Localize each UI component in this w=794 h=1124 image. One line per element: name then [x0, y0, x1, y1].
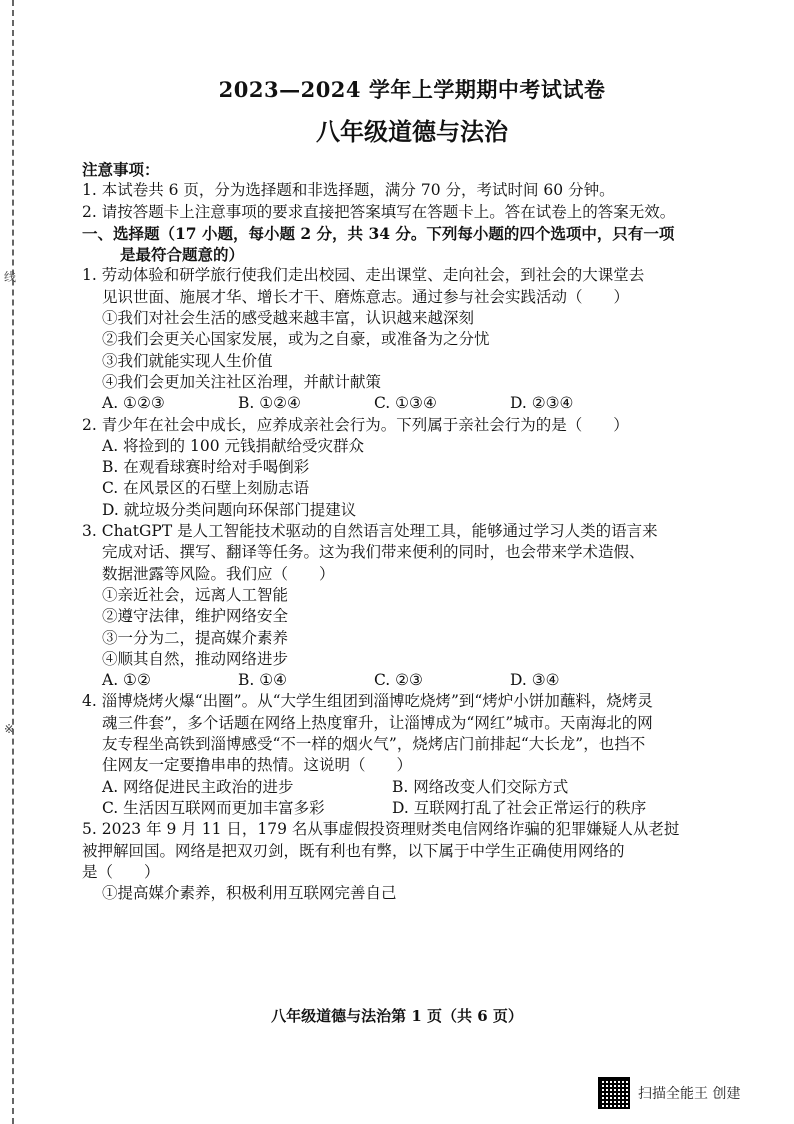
- section-heading: 一、选择题（17 小题，每小题 2 分，共 34 分。下列每小题的四个选项中，只有一项: [82, 223, 675, 243]
- question-stem: 2. 青少年在社会中成长，应养成亲社会行为。下列属于亲社会行为的是（ ）: [82, 415, 629, 434]
- question-1: [82, 265, 742, 414]
- question-stem: 5. 2023 年 9 月 11 日，179 名从事虚假投资理财类电信网络诈骗的犯罪嫌疑人从老挝: [82, 820, 680, 839]
- option-b: B. ①④: [238, 671, 288, 690]
- option-d: D. ②③④: [510, 394, 574, 413]
- notes-heading: 注意事项：: [82, 160, 160, 179]
- question-stem: 魂三件套”，多个话题在网络上热度窜升，让淄博成为“网红”城市。天南海北的网: [102, 713, 653, 732]
- note-item: 1. 本试卷共 6 页，分为选择题和非选择题，满分 70 分，考试时间 60 分钟。: [82, 181, 615, 200]
- page-footer: 八年级道德与法治第 1 页（共 6 页）: [271, 1007, 523, 1025]
- option-a: A. ①②: [102, 671, 151, 690]
- question-4: [82, 691, 742, 819]
- option-d: D. ③④: [510, 671, 560, 690]
- exam-subtitle: 八年级道德与法治: [316, 117, 508, 146]
- option-d: D. 互联网打乱了社会正常运行的秩序: [392, 798, 647, 817]
- statement: ②遵守法律，维护网络安全: [102, 607, 289, 626]
- binding-mark-top: 线: [4, 270, 17, 284]
- question-3: [82, 521, 742, 691]
- option-b: B. ①②④: [238, 394, 301, 413]
- options-row: [82, 670, 742, 691]
- question-stem: 住网友一定要撸串串的热情。这说明（ ）: [102, 756, 413, 775]
- section-heading-cont: 是最符合题意的）: [120, 245, 245, 265]
- statement: ①亲近社会，远离人工智能: [102, 585, 289, 604]
- exam-title: 2023—2024 学年上学期期中考试试卷: [218, 77, 606, 102]
- question-stem: 完成对话、撰写、翻译等任务。这为我们带来便利的同时，也会带来学术造假、: [102, 543, 645, 562]
- statement: ②我们会更关心国家发展，或为之自豪，或准备为之分忧: [102, 330, 490, 349]
- options-row: [82, 777, 742, 798]
- question-stem: 4. 淄博烧烤火爆“出圈”。从“大学生组团到淄博吃烧烤”到“烤炉小饼加蘸料，烧烤灵: [82, 692, 653, 711]
- note-item: 2. 请按答题卡上注意事项的要求直接把答案填写在答题卡上。答在试卷上的答案无效。: [82, 202, 676, 221]
- options-row: [82, 798, 742, 819]
- scanner-watermark: [598, 1077, 740, 1109]
- option-b: B. 网络改变人们交际方式: [392, 777, 569, 796]
- binding-line: [12, 0, 14, 1124]
- question-2: [82, 415, 742, 521]
- question-stem: 1. 劳动体验和研学旅行使我们走出校园、走出课堂、走向社会，到社会的大课堂去: [82, 266, 645, 285]
- option-a: A. 将捡到的 100 元钱捐献给受灾群众: [102, 436, 364, 455]
- option-c: C. ②③: [374, 671, 423, 690]
- options-row: [82, 393, 742, 414]
- statement: ③我们就能实现人生价值: [102, 351, 273, 370]
- question-stem: 数据泄露等风险。我们应（ ）: [102, 564, 335, 583]
- binding-mark-bottom: ※: [4, 722, 15, 736]
- statement: ①我们对社会生活的感受越来越丰富，认识越来越深刻: [102, 309, 475, 328]
- statement: ③一分为二，提高媒介素养: [102, 628, 289, 647]
- statement: ①提高媒介素养，积极利用互联网完善自己: [102, 884, 397, 903]
- option-d: D. 就垃圾分类问题向环保部门提建议: [102, 500, 357, 519]
- option-c: C. ①③④: [374, 394, 437, 413]
- watermark-text: 扫描全能王 创建: [638, 1086, 741, 1102]
- option-c: C. 在风景区的石壁上刻励志语: [102, 479, 310, 498]
- statement: ④我们会更加关注社区治理，并献计献策: [102, 372, 382, 391]
- option-b: B. 在观看球赛时给对手喝倒彩: [102, 458, 310, 477]
- question-stem: 被押解回国。网络是把双刃剑，既有利也有弊，以下属于中学生正确使用网络的: [82, 841, 625, 860]
- question-stem: 3. ChatGPT 是人工智能技术驱动的自然语言处理工具，能够通过学习人类的语言来: [82, 522, 658, 541]
- statement: ④顺其自然，推动网络进步: [102, 649, 289, 668]
- question-5: [82, 819, 742, 904]
- exam-page: [82, 74, 742, 904]
- option-c: C. 生活因互联网而更加丰富多彩: [102, 798, 325, 817]
- question-stem: 友专程坐高铁到淄博感受“不一样的烟火气”，烧烤店门前排起“大长龙”，也挡不: [102, 735, 646, 754]
- option-a: A. ①②③: [102, 394, 165, 413]
- question-stem: 是（ ）: [82, 862, 160, 881]
- qr-code-icon: [598, 1077, 630, 1109]
- question-stem: 见识世面、施展才华、增长才干、磨炼意志。通过参与社会实践活动（ ）: [102, 287, 630, 306]
- option-a: A. 网络促进民主政治的进步: [102, 777, 294, 796]
